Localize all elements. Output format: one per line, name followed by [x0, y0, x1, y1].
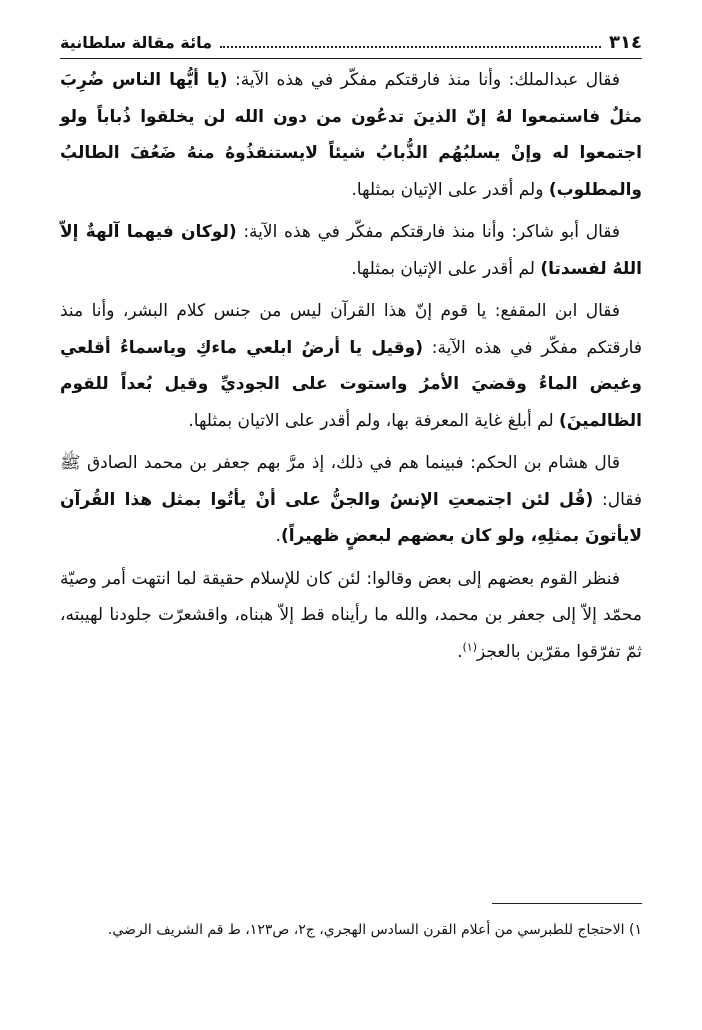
paragraph-intro: فقال ابن المقفع: يا قوم إنّ هذا القرآن ليس من جنس كلام البشر، وأنا منذ فارقتكم مفكّر في هذه الآية:	[60, 301, 642, 358]
paragraph-intro: قال هشام بن الحكم: فبينما هم في ذلك، إذ مرَّ بهم جعفر بن محمد الصادق ﷺ فقال:	[60, 453, 642, 510]
quran-quote: (قُل لئن اجتمعتِ الإنسُ والجنُّ على أنْ يأتُوا بمثل هذا القُرآن لايأتونَ بمثلِهِ، ولو كان بعضهم لبعضٍ ظهيراً)	[60, 489, 642, 546]
paragraph-hisham	[60, 445, 642, 555]
paragraph-outro: .	[275, 526, 281, 546]
paragraph-outro: ولم أقدر على الإتيان بمثلها.	[351, 179, 549, 200]
paragraph-outro: لم أقدر على الإتيان بمثلها.	[351, 258, 541, 279]
paragraph-abu-shakir	[60, 214, 642, 287]
paragraph-outro: لم أبلغ غاية المعرفة بها، ولم أقدر على الاتيان بمثلها.	[188, 410, 560, 431]
paragraph-abdulmalik	[60, 62, 642, 208]
running-title: مائة مقالة سلطانية	[60, 33, 213, 52]
paragraph-conclusion	[60, 561, 642, 671]
paragraph-intro: فقال عبدالملك: وأنا منذ فارقتكم مفكّر في هذه الآية:	[227, 70, 620, 90]
paragraph-intro: فقال أبو شاكر: وأنا منذ فارقتكم مفكّر في هذه الآية:	[236, 222, 620, 242]
paragraph-outro: .	[457, 641, 463, 662]
paragraph-intro: فنظر القوم بعضهم إلى بعض وقالوا: لئن كان للإسلام حقيقة لما انتهت أمر وصيّة محمّد إلاّ إلى جعفر بن محمد، والله ما رأيناه قط إلاّ هبناه، واقشعرّت جلودنا لهيبته، ثمّ تفرّقوا مقرّين بالعجز	[60, 568, 642, 662]
footnote-rule	[492, 903, 642, 904]
paragraph-ibn-muqaffa	[60, 293, 642, 439]
header-dot-leader	[220, 46, 601, 48]
quran-quote: (يا أيُّها الناس ضُرِبَ مثلٌ فاستمعوا لهُ إنّ الذينَ تدعُون من دون الله لن يخلقوا ذُباباً ولو اجتمعوا له وإنْ يسلبُهُم الذُّبابُ شيئاً لايستنقذُوهُ منهُ ضَعُفَ الطالبُ والمطلوب)	[60, 70, 642, 200]
footnote-marker: (١)	[462, 639, 477, 653]
quran-quote: (وقيل يا أرضُ ابلعي ماءكِ وياسماءُ أقلعي وغيض الماءُ وقضيَ الأمرُ واستوت على الجوديِّ وقيل بُعداً للقوم الظالمينَ)	[60, 337, 642, 431]
page-header	[60, 28, 642, 54]
header-rule	[60, 58, 642, 59]
quran-quote: (لوكان فيهما آلهةٌ إلاّ اللهُ لفسدتا)	[60, 222, 642, 279]
page-number: ٣١٤	[609, 32, 642, 53]
body-text	[60, 62, 642, 676]
footnote: ١) الاحتجاج للطبرسي من أعلام القرن السادس الهجري، ج٢، ص١٢٣، ط قم الشريف الرضي.	[107, 922, 642, 938]
